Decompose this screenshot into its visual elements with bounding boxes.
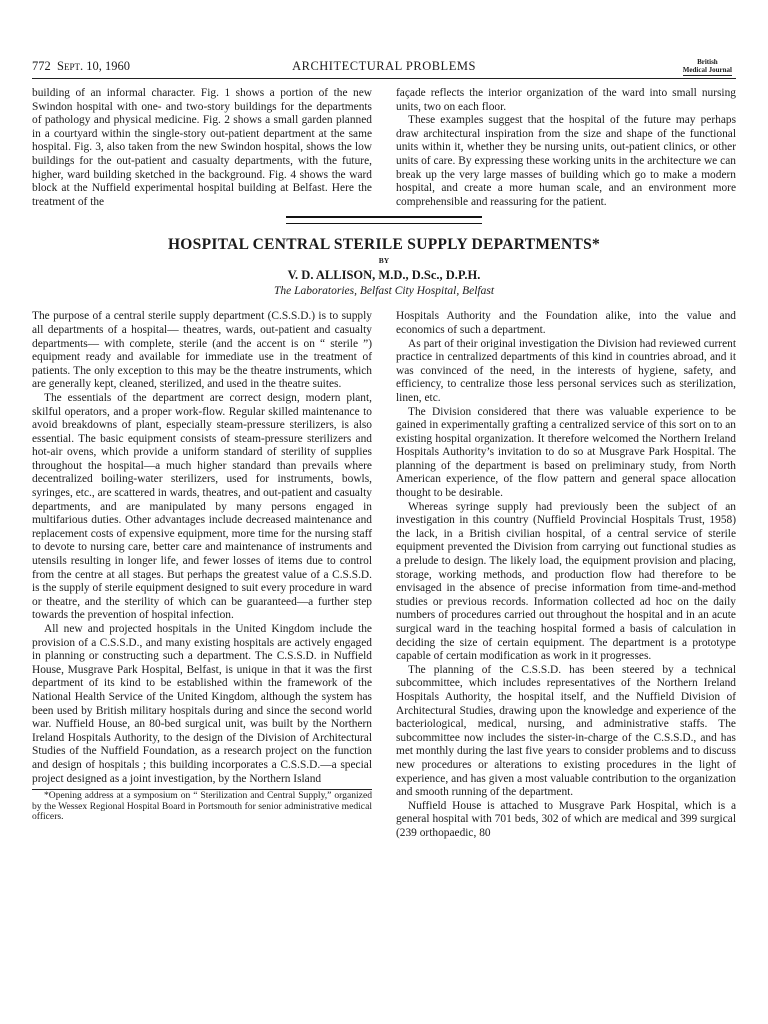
paragraph: These examples suggest that the hospital of the future may perhaps draw architectural inspiration from the size and shape of the functional units within it, whether they be nursing units, out-patient clinics, or other units of care. By expressing these working units in the architecture we can break up the very large masses of building which go to make a modern hospital, and create a more human scale, and an environment more comprehensible and reassuring for the patient. <box>396 114 736 208</box>
paragraph: building of an informal character. Fig. 1 shows a portion of the new Swindon hospital with one- and two-story buildings for the departments of pathology and physical medicine. Fig. 2 shows a small garden planned in a courtyard within the single-story out-patient department at the same hospital. Fig. 3, also taken from the new Swindon hospital, shows the low buildings for the out-patient and casualty departments, with the future, higher, ward building sketched in the background. Fig. 4 shows the ward block at the Nuffield experimental hospital building at Belfast. Here the treatment of the <box>32 87 372 208</box>
article-right-column <box>396 310 736 840</box>
journal-name-line1: British <box>697 58 718 66</box>
journal-name <box>683 58 732 76</box>
paragraph: Whereas syringe supply had previously been the subject of an investigation in this country (Nuffield Provincial Hospitals Trust, 1958) the lack, in a British civilian hospital, of a central service of sterile equipment prevented the Division from carrying out functional studies as a prelude to design. The likely load, the equipment provision and placing, storage, working methods, and production flow had therefore to be envisaged in the absence of precise information from time-and-method studies or previous records. Information collected ad hoc on the daily numbers of procedures carried out throughout the hospital and in an acute surgical ward in the teaching hospital formed a basis of calculation in deciding the size of certain equipment. The department is a prototype capable of certain modification as work in it progresses. <box>396 500 736 663</box>
page-number: 772 <box>32 59 51 73</box>
paragraph: Hospitals Authority and the Foundation alike, into the value and economics of such a department. <box>396 310 736 336</box>
paragraph: All new and projected hospitals in the United Kingdom include the provision of a C.S.S.D., and many existing hospitals are actively engaged in planning or constructing such a department. The C.S.S.D. in Nuffield House, Musgrave Park Hospital, Belfast, is unique in that it was the first department of its kind to be established within the framework of the National Health Service of the United Kingdom, although the system has been used by British military hospitals during and since the second world war. Nuffield House, an 80-bed surgical unit, was built by the Northern Ireland Hospitals Authority, to the design of the Division of Architectural Studies of the Nuffield Foundation, as a research project on the function and design of hospitals ; this building incorporates a C.S.S.D.—a special project designed as a joint investigation, by the Northern Island <box>32 623 372 785</box>
article-title: HOSPITAL CENTRAL STERILE SUPPLY DEPARTMENTS* <box>167 236 601 254</box>
footnote <box>32 789 372 823</box>
section-title: ARCHITECTURAL PROBLEMS <box>292 59 476 73</box>
paragraph: The Division considered that there was valuable experience to be gained in experimentally grafting a centralized service of this sort on to an existing hospital organization. It therefore welcomed the Northern Ireland Hospitals Authority’s invitation to do so at Musgrave Park Hospital. The planning of the department is based on preliminary study, from North American experience, of the flow pattern and general space allocation thought to be desirable. <box>396 405 736 500</box>
paragraph: The planning of the C.S.S.D. has been steered by a technical subcommittee, which includes representatives of the Northern Ireland Hospitals Authority, the hospital itself, and the Nuffield Division of Architectural Studies, drawing upon the knowledge and experience of the bacteriological, medical, nursing, and administrative staffs. The subcommittee now includes the sister-in-charge of the C.S.S.D., and has met monthly during the last five years to consider problems and to discuss new procedures or alterations to existing procedures in the light of experience, and has given a most valuable contribution to the organization and smooth running of the department. <box>396 663 736 799</box>
article-body <box>32 310 736 840</box>
previous-article-right-column <box>396 87 736 209</box>
journal-name-rule <box>683 75 732 76</box>
journal-name-line2: Medical Journal <box>682 66 732 74</box>
paragraph: Nuffield House is attached to Musgrave Park Hospital, which is a general hospital with 701 beds, 302 of which are medical and 399 surgical (239 orthopaedic, 80 <box>396 799 736 839</box>
journal-page <box>32 56 736 841</box>
article-divider <box>286 216 482 224</box>
author-name: V. D. ALLISON, M.D., D.Sc., D.P.H. <box>287 268 481 283</box>
paragraph: The purpose of a central sterile supply department (C.S.S.D.) is to supply all departments of a hospital— theatres, wards, out-patient and casualty departments— with complete, sterile (and the accent is on “ sterile ”) equipment ready and available for immediate use in the treatment of patients. The only exception to this may be the theatre instruments, which are generally kept, cleaned, sterilized, and used in the theatre suites. <box>32 310 372 391</box>
article-left-column <box>32 310 372 840</box>
author-affiliation: The Laboratories, Belfast City Hospital, Belfast <box>273 285 495 298</box>
previous-article <box>32 87 736 209</box>
page-info <box>32 59 130 74</box>
byline-label: BY <box>378 256 390 266</box>
previous-article-left-column <box>32 87 372 209</box>
paragraph: The essentials of the department are correct design, modern plant, skilful operators, and a proper work-flow. Regular skilled maintenance to avoid breakdowns of plant, especially steam-pressure sterilizers, is also essential. The basic equipment consists of steam-pressure sterilizers and hot-air ovens, which provide a uniform standard of sterility of supplies throughout the hospital—a much higher standard than prevails where decentralized boiling-water sterilizers, used for instruments, bowls, syringes, etc., are scattered in wards, theatres, and out-patient and casualty departments, and are manipulated by many persons engaged in multifarious duties. Other advantages include decreased maintenance and replacement costs of expensive equipment, more time for the nursing staff to devote to nursing care, better care and maintenance of instruments and utensils resulting in longer life, and fewer losses of items due to control from the centre at all stages. But perhaps the greatest value of a C.S.S.D. is the supply of sterile equipment designed to suit every procedure in ward or theatre, and the sterility of which can be guaranteed—a further step towards the prevention of hospital infection. <box>32 391 372 622</box>
footnote-text: *Opening address at a symposium on “ Sterilization and Central Supply,” organized by the Wessex Regional Hospital Board in Portsmouth for senior administrative medical officers. <box>32 790 372 823</box>
issue-date: Sept. 10, 1960 <box>57 59 130 73</box>
running-header <box>32 56 736 79</box>
paragraph: As part of their original investigation the Division had reviewed current practice in centralized departments of this kind in countries abroad, and it was convinced of the need, in the interests of hygiene, safety, and efficiency, to centralize those less personal services such as sterilization, linen, etc. <box>396 337 736 404</box>
paragraph: façade reflects the interior organization of the ward into small nursing units, two on each floor. <box>396 87 736 113</box>
